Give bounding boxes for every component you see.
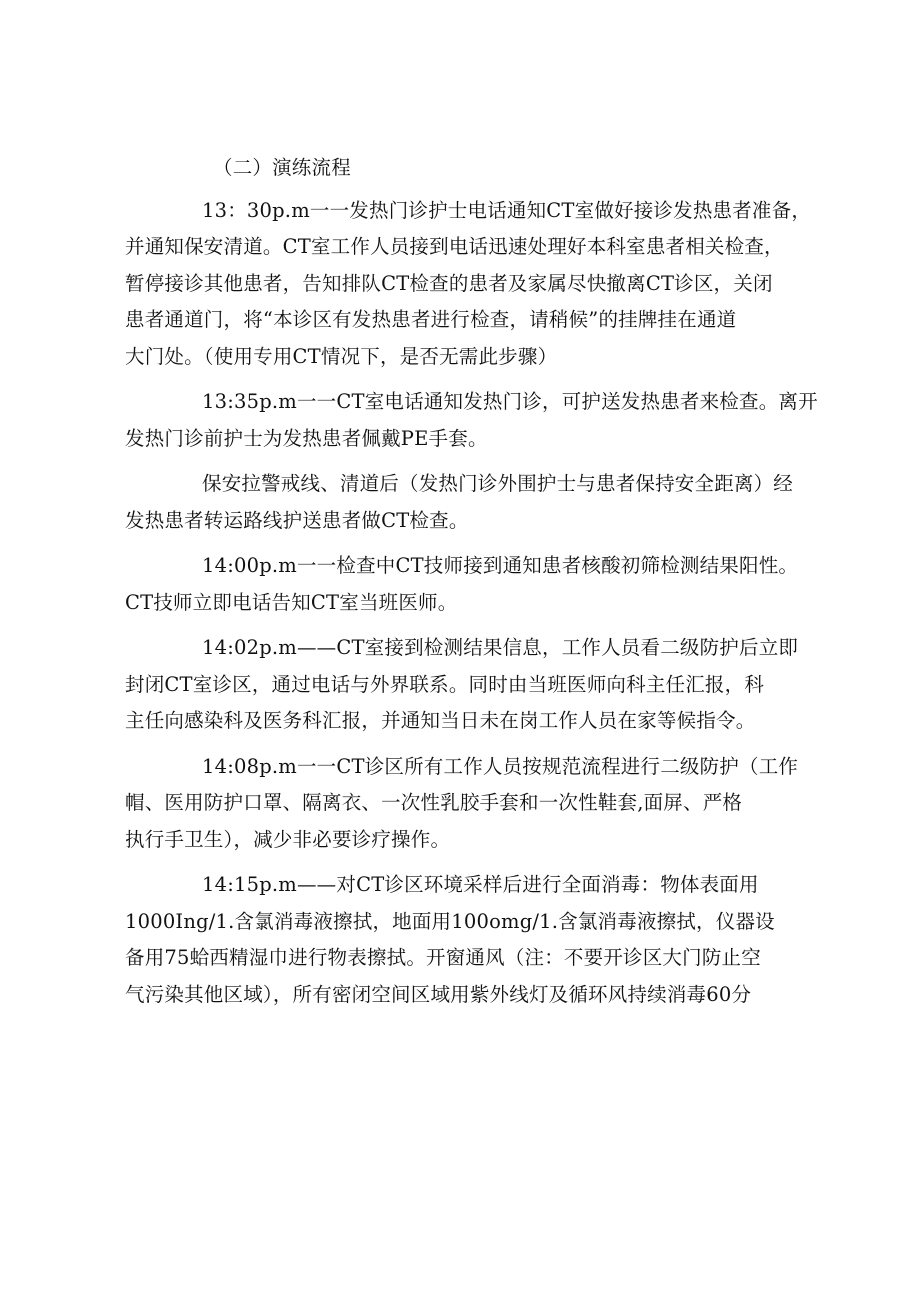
paragraph-line: 13:35p.m一一CT室电话通知发热门诊，可护送发热患者来检查。离开 [202,390,818,413]
document-body [125,150,818,1022]
paragraph-line: 患者通道门，将“本诊区有发热患者进行检查，请稍候”的挂牌挂在通道 [125,308,737,331]
paragraph [125,384,818,457]
paragraph-line: 主任向感染科及医务科汇报，并通知当日未在岗工作人员在家等候指令。 [125,709,756,732]
paragraph-list [125,193,818,1014]
paragraph-line: 发热患者转运路线护送患者做CT检查。 [125,508,469,532]
paragraph-line: 14:02p.m——CT室接到检测结果信息，工作人员看二级防护后立即 [202,636,799,659]
paragraph [125,630,805,740]
paragraph [125,193,812,376]
paragraph-line: 备用75蛤西精湿巾进行物表擦拭。开窗通风（注：不要开诊区大门防止空 [125,946,761,969]
paragraph-line: 气污染其他区域），所有密闭空间区域用紫外线灯及循环风持续消毒60分 [125,982,752,1006]
paragraph-line: CT技师立即电话告知CT室当班医师。 [125,590,458,614]
paragraph [125,749,805,859]
paragraph-line: 帽、医用防护口罩、隔离衣、一次性乳胶手套和一次性鞋套,面屏、严格 [125,791,743,814]
paragraph [125,548,805,621]
paragraph-line: 保安拉警戒线、清道后（发热门诊外围护士与患者保持安全距离）经 [202,472,794,495]
paragraph-line: 并通知保安清道。CT室工作人员接到电话迅速处理好本科室患者相关检查， [125,235,784,258]
paragraph-line: 1000Ing/1.含氯消毒液擦拭，地面用100omg/1.含氯消毒液擦拭，仪器设 [125,909,775,933]
paragraph-line: 14:15p.m——对CT诊区环境采样后进行全面消毒：物体表面用 [202,873,759,896]
paragraph [125,466,805,539]
paragraph-line: 14:08p.m一一CT诊区所有工作人员按规范流程进行二级防护（工作 [202,754,799,778]
section-heading: （二）演练流程 [213,156,351,179]
paragraph-line: 13：30p.m一一发热门诊护士电话通知CT室做好接诊发热患者准备， [202,198,812,222]
paragraph-line: 暂停接诊其他患者，告知排队CT检查的患者及家属尽快撤离CT诊区，关闭 [125,271,773,295]
paragraph-line: 封闭CT室诊区，通过电话与外界联系。同时由当班医师向科主任汇报，科 [125,672,765,696]
paragraph-line: 执行手卫生），减少非必要诊疗操作。 [125,827,451,851]
paragraph [125,867,805,1013]
paragraph-line: 14:00p.m一一检查中CT技师接到通知患者核酸初筛检测结果阳性。 [202,554,799,577]
paragraph-line: 大门处。（使用专用CT情况下，是否无需此步骤） [125,344,558,368]
paragraph-line: 发热门诊前护士为发热患者佩戴PE手套。 [125,426,488,450]
